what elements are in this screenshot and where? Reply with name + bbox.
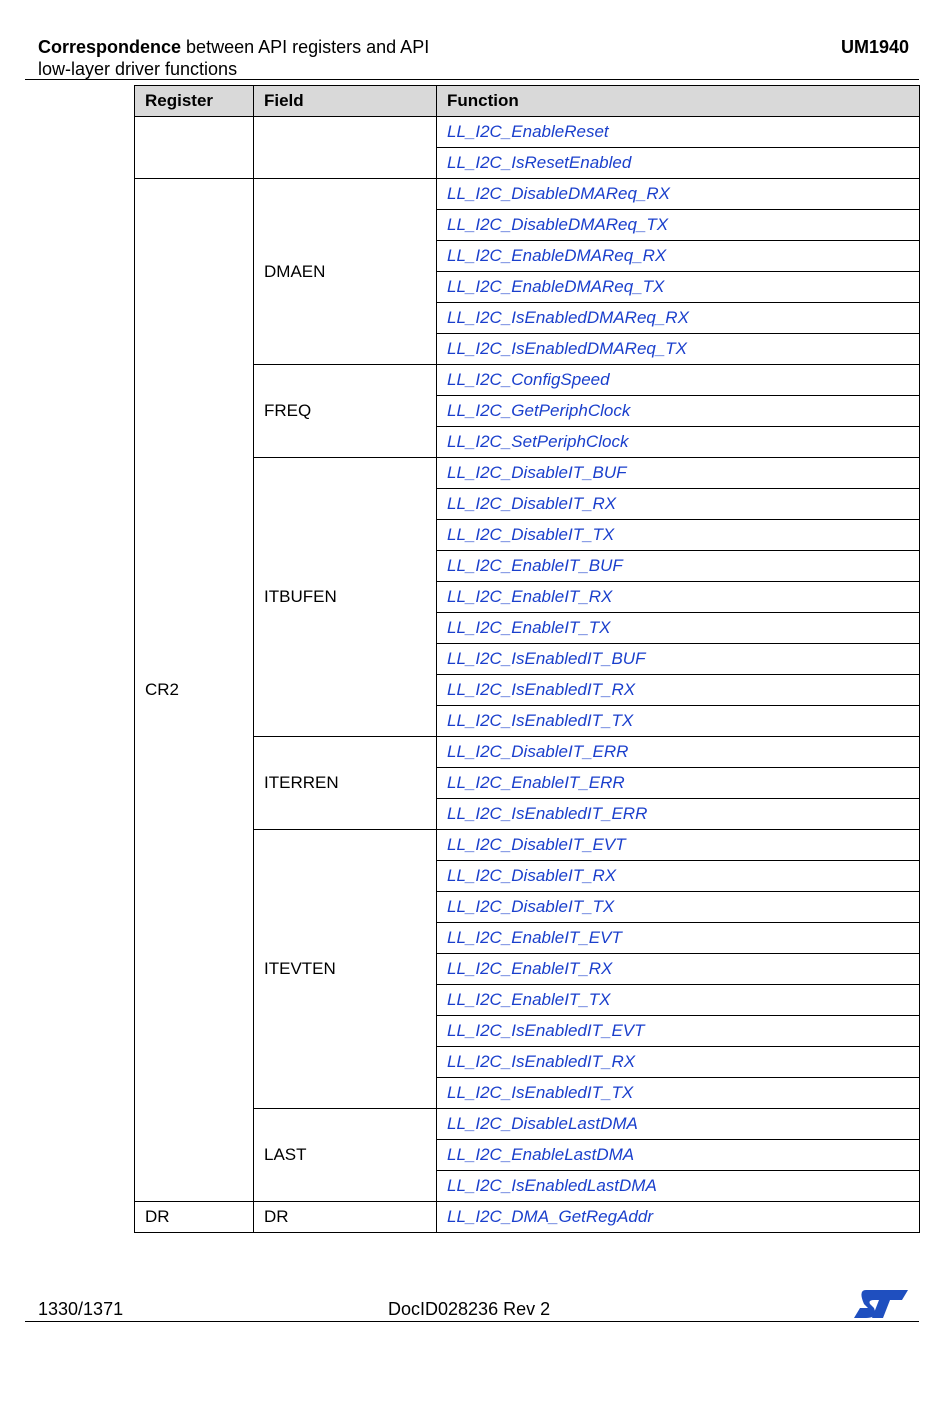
title-rest: between API registers and API — [181, 37, 430, 57]
function-link[interactable]: LL_I2C_DMA_GetRegAddr — [447, 1207, 654, 1226]
function-link[interactable]: LL_I2C_DisableDMAReq_TX — [447, 215, 669, 234]
register-table — [134, 85, 920, 1233]
function-link[interactable]: LL_I2C_DisableLastDMA — [447, 1114, 638, 1133]
function-link[interactable]: LL_I2C_EnableIT_RX — [447, 959, 613, 978]
function-cell — [437, 117, 920, 148]
function-link[interactable]: LL_I2C_DisableIT_TX — [447, 525, 615, 544]
function-cell — [437, 551, 920, 582]
function-cell — [437, 1140, 920, 1171]
function-cell — [437, 768, 920, 799]
function-link[interactable]: LL_I2C_IsEnabledDMAReq_RX — [447, 308, 689, 327]
page-number: 1330/1371 — [38, 1299, 124, 1319]
function-link[interactable]: LL_I2C_EnableDMAReq_TX — [447, 277, 665, 296]
function-cell — [437, 520, 920, 551]
function-cell — [437, 334, 920, 365]
function-link[interactable]: LL_I2C_DisableDMAReq_RX — [447, 184, 671, 203]
header-divider — [25, 79, 919, 80]
table-row — [135, 1202, 920, 1233]
function-link[interactable]: LL_I2C_DisableIT_TX — [447, 897, 615, 916]
function-link[interactable]: LL_I2C_DisableIT_ERR — [447, 742, 629, 761]
function-link[interactable]: LL_I2C_IsEnabledIT_BUF — [447, 649, 646, 668]
function-cell — [437, 1047, 920, 1078]
field-cell: ITERREN — [254, 737, 437, 830]
function-link[interactable]: LL_I2C_ConfigSpeed — [447, 370, 610, 389]
function-cell — [437, 582, 920, 613]
function-link[interactable]: LL_I2C_IsEnabledIT_TX — [447, 711, 634, 730]
function-link[interactable]: LL_I2C_SetPeriphClock — [447, 432, 629, 451]
register-cell — [135, 117, 254, 179]
function-link[interactable]: LL_I2C_EnableDMAReq_RX — [447, 246, 667, 265]
function-link[interactable]: LL_I2C_EnableIT_EVT — [447, 928, 622, 947]
function-cell — [437, 303, 920, 334]
title-line2: low-layer driver functions — [38, 59, 238, 79]
function-cell — [437, 799, 920, 830]
function-cell — [437, 861, 920, 892]
function-link[interactable]: LL_I2C_EnableIT_RX — [447, 587, 613, 606]
function-cell — [437, 954, 920, 985]
field-cell: DMAEN — [254, 179, 437, 365]
function-cell — [437, 1202, 920, 1233]
function-cell — [437, 489, 920, 520]
field-cell: DR — [254, 1202, 437, 1233]
doc-code: UM1940 — [840, 37, 909, 57]
function-cell — [437, 427, 920, 458]
function-cell — [437, 396, 920, 427]
function-link[interactable]: LL_I2C_IsResetEnabled — [447, 153, 632, 172]
function-link[interactable]: LL_I2C_IsEnabledIT_EVT — [447, 1021, 645, 1040]
function-cell — [437, 892, 920, 923]
function-link[interactable]: LL_I2C_EnableReset — [447, 122, 609, 141]
title-bold: Correspondence — [38, 37, 182, 57]
register-cell: CR2 — [135, 179, 254, 1202]
function-cell — [437, 1016, 920, 1047]
field-cell: ITBUFEN — [254, 458, 437, 737]
function-link[interactable]: LL_I2C_DisableIT_RX — [447, 866, 617, 885]
function-link[interactable]: LL_I2C_IsEnabledIT_RX — [447, 1052, 636, 1071]
function-cell — [437, 1109, 920, 1140]
table-header-row — [135, 86, 920, 117]
register-cell: DR — [135, 1202, 254, 1233]
function-cell — [437, 1078, 920, 1109]
footer-divider — [25, 1321, 919, 1322]
table-row — [135, 117, 920, 148]
function-link[interactable]: LL_I2C_DisableIT_RX — [447, 494, 617, 513]
function-link[interactable]: LL_I2C_DisableIT_EVT — [447, 835, 626, 854]
document-id: DocID028236 Rev 2 — [388, 1299, 551, 1319]
function-link[interactable]: LL_I2C_EnableIT_TX — [447, 618, 611, 637]
function-cell — [437, 613, 920, 644]
st-logo-icon — [852, 1288, 910, 1320]
table-row — [135, 179, 920, 210]
function-cell — [437, 923, 920, 954]
page-title — [38, 36, 558, 80]
table-body — [135, 117, 920, 1233]
field-cell: ITEVTEN — [254, 830, 437, 1109]
function-link[interactable]: LL_I2C_IsEnabledIT_RX — [447, 680, 636, 699]
function-cell — [437, 179, 920, 210]
function-cell — [437, 272, 920, 303]
function-link[interactable]: LL_I2C_DisableIT_BUF — [447, 463, 627, 482]
function-cell — [437, 1171, 920, 1202]
function-link[interactable]: LL_I2C_IsEnabledIT_TX — [447, 1083, 634, 1102]
function-cell — [437, 737, 920, 768]
function-cell — [437, 458, 920, 489]
function-link[interactable]: LL_I2C_EnableIT_BUF — [447, 556, 623, 575]
column-header-function: Function — [437, 86, 920, 117]
function-link[interactable]: LL_I2C_EnableIT_TX — [447, 990, 611, 1009]
function-cell — [437, 365, 920, 396]
function-link[interactable]: LL_I2C_EnableLastDMA — [447, 1145, 635, 1164]
function-cell — [437, 241, 920, 272]
field-cell — [254, 117, 437, 179]
function-link[interactable]: LL_I2C_IsEnabledLastDMA — [447, 1176, 657, 1195]
function-cell — [437, 148, 920, 179]
function-cell — [437, 210, 920, 241]
field-cell: FREQ — [254, 365, 437, 458]
function-cell — [437, 644, 920, 675]
function-cell — [437, 706, 920, 737]
function-cell — [437, 675, 920, 706]
field-cell: LAST — [254, 1109, 437, 1202]
column-header-field: Field — [254, 86, 437, 117]
function-cell — [437, 830, 920, 861]
function-link[interactable]: LL_I2C_EnableIT_ERR — [447, 773, 625, 792]
function-cell — [437, 985, 920, 1016]
function-link[interactable]: LL_I2C_GetPeriphClock — [447, 401, 631, 420]
function-link[interactable]: LL_I2C_IsEnabledDMAReq_TX — [447, 339, 688, 358]
column-header-register: Register — [135, 86, 254, 117]
function-link[interactable]: LL_I2C_IsEnabledIT_ERR — [447, 804, 648, 823]
